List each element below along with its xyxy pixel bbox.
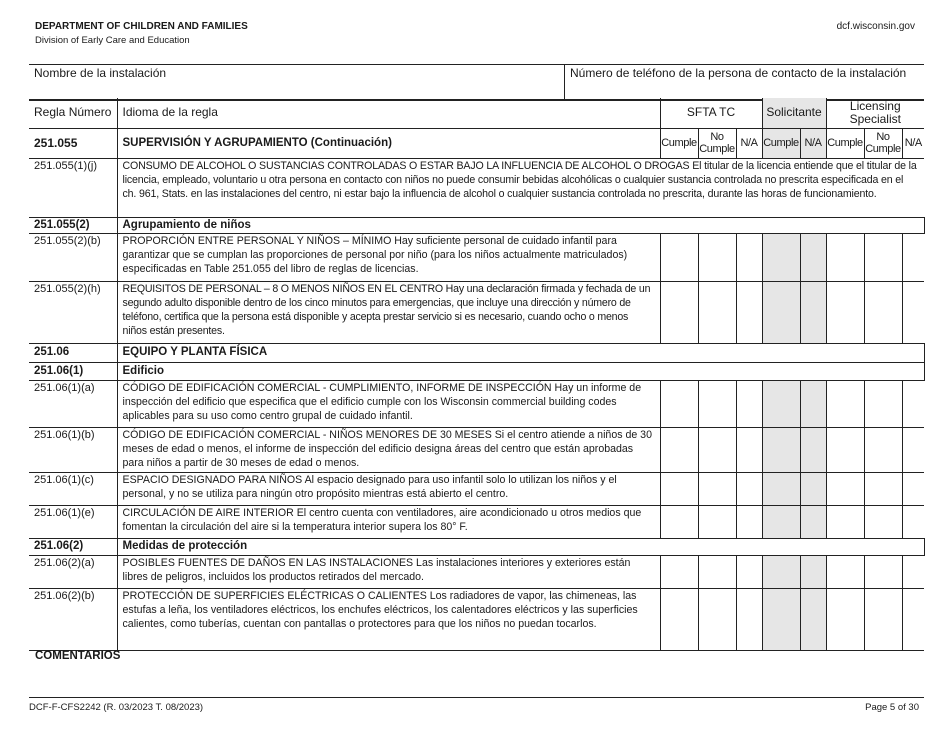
department-name: DEPARTMENT OF CHILDREN AND FAMILIES — [35, 21, 248, 32]
sfta-no-cumple-checkbox[interactable] — [698, 472, 736, 505]
section-title: Medidas de protección — [117, 538, 924, 555]
sfta-no-cumple-checkbox[interactable] — [698, 555, 736, 588]
rule-row — [29, 158, 924, 217]
ls-no-cumple-checkbox[interactable] — [864, 555, 902, 588]
footer-divider — [29, 697, 924, 698]
sfta-cumple-checkbox[interactable] — [660, 505, 698, 538]
rule-number: 251.06(1)(e) — [29, 505, 117, 538]
applicant-na-checkbox[interactable] — [800, 555, 826, 588]
applicant-header: Solicitante — [762, 98, 826, 128]
rule-number: 251.06(2)(b) — [29, 588, 117, 650]
section-number: 251.06 — [29, 343, 117, 362]
sfta-na-checkbox[interactable] — [736, 505, 762, 538]
section-row — [29, 343, 924, 362]
ls-na-checkbox[interactable] — [902, 588, 924, 650]
ls-na-checkbox[interactable] — [902, 505, 924, 538]
rule-text: CONSUMO DE ALCOHOL O SUSTANCIAS CONTROLADAS O ESTAR BAJO LA INFLUENCIA DE ALCOHOL O DROGAS El titular de la licencia entiende que el titular de la licencia, empleado, voluntario u otra persona en contacto con niños no puede consumir bebidas alcohólicas o cualquier sustancia controlada no prescrita especificada en el ch. 961, Stats. en las instalaciones del centro, ni estar bajo la influencia de alcohol o cualquier sustancia controlada no prescrita, durante las horas de funcionamiento. — [117, 158, 924, 217]
section-title: SUPERVISIÓN Y AGRUPAMIENTO (Continuación) — [117, 128, 660, 158]
sfta-no-cumple-checkbox[interactable] — [698, 380, 736, 427]
no-cumple-column-header: No Cumple — [864, 128, 902, 158]
rule-number: 251.06(1)(a) — [29, 380, 117, 427]
website-link[interactable]: dcf.wisconsin.gov — [836, 21, 915, 32]
ls-na-checkbox[interactable] — [902, 281, 924, 343]
table-header-row — [29, 98, 924, 128]
cumple-column-header: Cumple — [762, 128, 800, 158]
sfta-no-cumple-checkbox[interactable] — [698, 505, 736, 538]
section-number: 251.06(1) — [29, 362, 117, 380]
rule-text: POSIBLES FUENTES DE DAÑOS EN LAS INSTALACIONES Las instalaciones interiores y exteriores están libres de peligros, incluidos los productos retirados del mercado. — [117, 555, 660, 588]
sfta-no-cumple-checkbox[interactable] — [698, 233, 736, 281]
rule-text: CÓDIGO DE EDIFICACIÓN COMERCIAL - CUMPLIMIENTO, INFORME DE INSPECCIÓN Hay un informe de inspección del edificio que especifica que el edificio cumple con los Wisconsin commercial building codes aplicables para su uso como centro grupal de cuidado infantil. — [117, 380, 660, 427]
contact-phone-label: Número de teléfono de la persona de contacto de la instalación — [570, 66, 907, 80]
applicant-na-checkbox[interactable] — [800, 472, 826, 505]
rule-text: PROPORCIÓN ENTRE PERSONAL Y NIÑOS – MÍNIMO Hay suficiente personal de cuidado infantil para garantizar que se cumplan las proporciones de personal por niño (para los niños actualmente matriculados) especificadas en Table 251.055 del libro de reglas de licencias. — [117, 233, 660, 281]
page-header — [35, 21, 248, 46]
sfta-na-checkbox[interactable] — [736, 380, 762, 427]
section-title: Agrupamiento de niños — [117, 217, 924, 233]
rule-text: PROTECCIÓN DE SUPERFICIES ELÉCTRICAS O CALIENTES Los radiadores de vapor, las chimeneas, las estufas a leña, los ventiladores eléctricos, los enchufes eléctricos, los calentadores eléctricos y las superficies calientes, como tuberías, cuentan con pantallas o protectores para que los niños no puedan tocarlos. — [117, 588, 660, 650]
subsection-row — [29, 538, 924, 555]
rule-number: 251.06(1)(c) — [29, 472, 117, 505]
ls-na-checkbox[interactable] — [902, 472, 924, 505]
facility-name-field[interactable] — [29, 65, 565, 101]
subsection-row — [29, 217, 924, 233]
sfta-no-cumple-checkbox[interactable] — [698, 427, 736, 472]
rule-text: REQUISITOS DE PERSONAL – 8 O MENOS NIÑOS EN EL CENTRO Hay una declaración firmada y fechada de un segundo adulto disponible dentro de los cinco minutos para emergencias, que incluye una dirección y número de teléfono, certifica que la persona está disponible y acepta prestar servicio si es necesario, cuando ocho o menos niños están presentes. — [117, 281, 660, 343]
sfta-na-checkbox[interactable] — [736, 555, 762, 588]
rule-number: 251.06(1)(b) — [29, 427, 117, 472]
rule-row — [29, 281, 924, 343]
ls-no-cumple-checkbox[interactable] — [864, 427, 902, 472]
sfta-na-checkbox[interactable] — [736, 427, 762, 472]
section-title: EQUIPO Y PLANTA FÍSICA — [117, 343, 924, 362]
ls-cumple-checkbox[interactable] — [826, 380, 864, 427]
rule-number: 251.055(1)(j) — [29, 158, 117, 217]
sfta-no-cumple-checkbox[interactable] — [698, 588, 736, 650]
ls-cumple-checkbox[interactable] — [826, 588, 864, 650]
page-number: Page 5 of 30 — [865, 702, 919, 713]
section-number: 251.06(2) — [29, 538, 117, 555]
ls-no-cumple-checkbox[interactable] — [864, 505, 902, 538]
applicant-cumple-checkbox[interactable] — [762, 380, 800, 427]
applicant-cumple-checkbox[interactable] — [762, 555, 800, 588]
rule-row — [29, 588, 924, 650]
sfta-cumple-checkbox[interactable] — [660, 472, 698, 505]
rule-row — [29, 233, 924, 281]
cumple-column-header: Cumple — [660, 128, 698, 158]
facility-name-label: Nombre de la instalación — [34, 66, 167, 80]
applicant-cumple-checkbox[interactable] — [762, 281, 800, 343]
rule-text: CIRCULACIÓN DE AIRE INTERIOR El centro cuenta con ventiladores, aire acondicionado u otros medios que fomentan la circulación del aire si la temperatura interior supera los 80° F. — [117, 505, 660, 538]
section-number: 251.055(2) — [29, 217, 117, 233]
applicant-na-checkbox[interactable] — [800, 588, 826, 650]
ls-no-cumple-checkbox[interactable] — [864, 281, 902, 343]
form-id: DCF-F-CFS2242 (R. 03/2023 T. 08/2023) — [29, 702, 204, 713]
applicant-cumple-checkbox[interactable] — [762, 505, 800, 538]
sfta-cumple-checkbox[interactable] — [660, 380, 698, 427]
sfta-na-checkbox[interactable] — [736, 233, 762, 281]
contact-phone-field[interactable] — [565, 65, 925, 101]
facility-info-table — [29, 64, 924, 101]
ls-no-cumple-checkbox[interactable] — [864, 472, 902, 505]
no-cumple-column-header: No Cumple — [698, 128, 736, 158]
applicant-na-checkbox[interactable] — [800, 427, 826, 472]
cumple-column-header: Cumple — [826, 128, 864, 158]
rule-row — [29, 505, 924, 538]
sfta-no-cumple-checkbox[interactable] — [698, 281, 736, 343]
sfta-na-checkbox[interactable] — [736, 472, 762, 505]
ls-cumple-checkbox[interactable] — [826, 505, 864, 538]
rule-text: CÓDIGO DE EDIFICACIÓN COMERCIAL - NIÑOS MENORES DE 30 MESES Si el centro atiende a niños de 30 meses de edad o menos, el informe de inspección del edificio designa áreas del centro que están aprobadas para niños a partir de 30 meses de edad o menos. — [117, 427, 660, 472]
rule-row — [29, 427, 924, 472]
rule-number: 251.055(2)(h) — [29, 281, 117, 343]
sfta-tc-header: SFTA TC — [660, 98, 762, 128]
rules-table — [29, 98, 925, 651]
ls-no-cumple-checkbox[interactable] — [864, 233, 902, 281]
applicant-na-checkbox[interactable] — [800, 233, 826, 281]
rule-row — [29, 380, 924, 427]
na-column-header: N/A — [902, 128, 924, 158]
applicant-cumple-checkbox[interactable] — [762, 233, 800, 281]
ls-na-checkbox[interactable] — [902, 427, 924, 472]
ls-cumple-checkbox[interactable] — [826, 427, 864, 472]
rule-number-header: Regla Número — [29, 98, 117, 128]
sfta-na-checkbox[interactable] — [736, 281, 762, 343]
na-column-header: N/A — [736, 128, 762, 158]
sfta-cumple-checkbox[interactable] — [660, 427, 698, 472]
applicant-na-checkbox[interactable] — [800, 380, 826, 427]
applicant-cumple-checkbox[interactable] — [762, 588, 800, 650]
comments-label: COMENTARIOS — [35, 650, 121, 662]
sfta-cumple-checkbox[interactable] — [660, 555, 698, 588]
ls-na-checkbox[interactable] — [902, 380, 924, 427]
sfta-cumple-checkbox[interactable] — [660, 281, 698, 343]
ls-cumple-checkbox[interactable] — [826, 472, 864, 505]
rule-row — [29, 472, 924, 505]
ls-no-cumple-checkbox[interactable] — [864, 588, 902, 650]
section-number: 251.055 — [29, 128, 117, 158]
rule-row — [29, 555, 924, 588]
ls-no-cumple-checkbox[interactable] — [864, 380, 902, 427]
applicant-na-checkbox[interactable] — [800, 281, 826, 343]
ls-na-checkbox[interactable] — [902, 555, 924, 588]
division-name: Division of Early Care and Education — [35, 35, 190, 46]
sfta-na-checkbox[interactable] — [736, 588, 762, 650]
rule-number: 251.055(2)(b) — [29, 233, 117, 281]
licensing-specialist-header: Licensing Specialist — [826, 98, 924, 128]
sfta-cumple-checkbox[interactable] — [660, 588, 698, 650]
na-column-header: N/A — [800, 128, 826, 158]
ls-cumple-checkbox[interactable] — [826, 281, 864, 343]
rule-language-header: Idioma de la regla — [117, 98, 660, 128]
ls-na-checkbox[interactable] — [902, 233, 924, 281]
rule-text: ESPACIO DESIGNADO PARA NIÑOS Al espacio designado para uso infantil solo lo utilizan los niños y el personal, y no se utiliza para ningún otro propósito mientras está abierto el centro. — [117, 472, 660, 505]
ls-cumple-checkbox[interactable] — [826, 555, 864, 588]
ls-cumple-checkbox[interactable] — [826, 233, 864, 281]
rule-number: 251.06(2)(a) — [29, 555, 117, 588]
section-title: Edificio — [117, 362, 924, 380]
applicant-na-checkbox[interactable] — [800, 505, 826, 538]
sfta-cumple-checkbox[interactable] — [660, 233, 698, 281]
applicant-cumple-checkbox[interactable] — [762, 472, 800, 505]
applicant-cumple-checkbox[interactable] — [762, 427, 800, 472]
subsection-row — [29, 362, 924, 380]
section-row — [29, 128, 924, 158]
